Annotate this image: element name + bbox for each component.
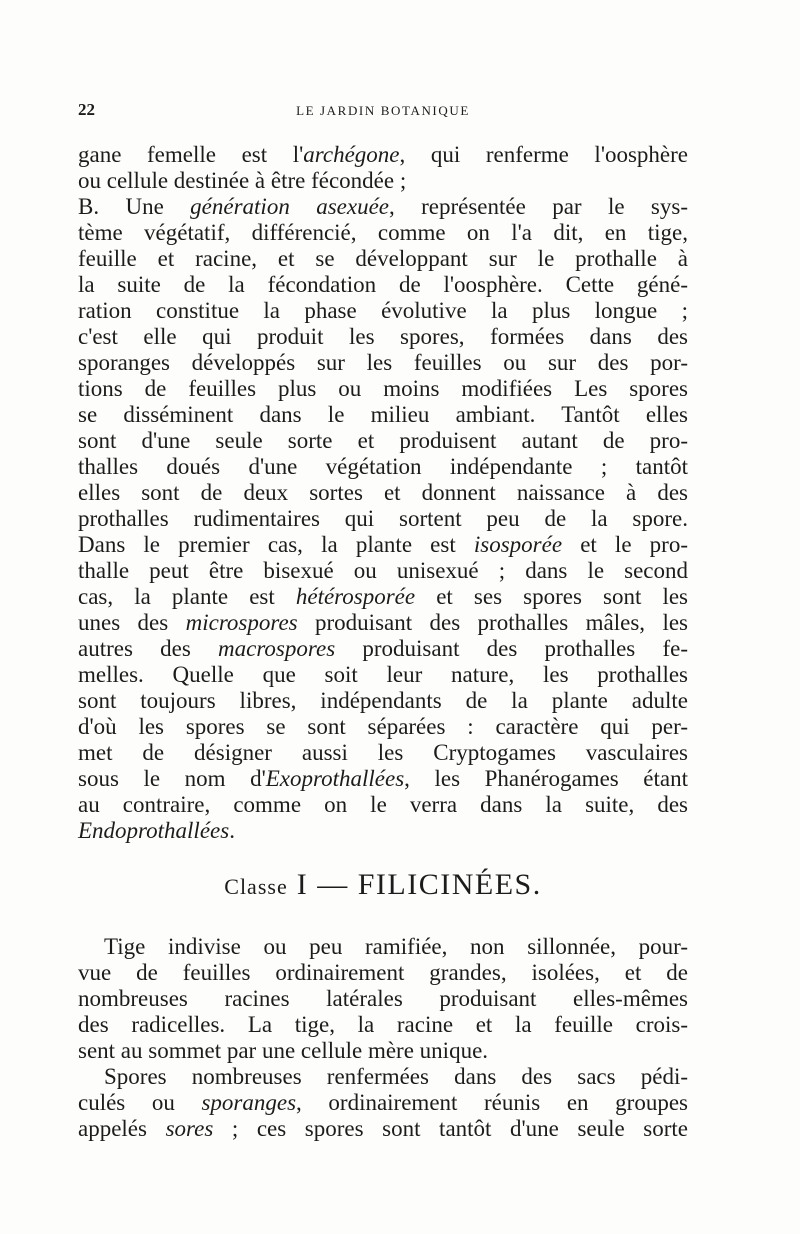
heading-title: FILICINÉES. (357, 868, 542, 901)
paragraph-generation-asexuee (78, 142, 688, 844)
text-line (78, 1064, 688, 1090)
text-run: , les Phanérogames étant (404, 766, 688, 791)
text-run: ou cellule destinée à être fécondée ; (78, 168, 407, 193)
text-line (78, 934, 688, 960)
text-run: d'où les spores se sont séparées : caractère qui per- (78, 714, 688, 739)
text-run: met de désigner aussi les Cryptogames vasculaires (78, 740, 688, 765)
text-run: sporanges développés sur les feuilles ou sur des por- (78, 350, 688, 375)
italic-term: microspores (185, 610, 298, 635)
text-line (78, 662, 688, 688)
text-line (78, 194, 688, 220)
text-run: la suite de la fécondation de l'oosphère. Cette géné- (78, 272, 688, 297)
text-run: tions de feuilles plus ou moins modifiées Les spores (78, 376, 688, 401)
text-line (78, 298, 688, 324)
text-run: unes des (78, 610, 186, 635)
text-line (78, 402, 688, 428)
text-run: ; ces spores sont tantôt d'une seule sorte (213, 1116, 688, 1141)
running-title: LE JARDIN BOTANIQUE (296, 103, 470, 118)
text-line (78, 584, 688, 610)
text-run: et le pro- (562, 532, 688, 557)
text-line (78, 532, 688, 558)
text-line (78, 558, 688, 584)
text-run: Tige indivise ou peu ramifiée, non sillonnée, pour- (104, 934, 688, 959)
text-run: gane femelle est l' (78, 142, 304, 167)
text-line (78, 350, 688, 376)
text-run: et ses spores sont les (415, 584, 688, 609)
text-run: produisant des prothalles mâles, les (297, 610, 688, 635)
text-run: elles sont de deux sortes et donnent naissance à des (78, 480, 688, 505)
text-run: thalles doués d'une végétation indépendante ; tantôt (78, 454, 688, 479)
text-line (78, 376, 688, 402)
text-line (78, 792, 688, 818)
text-line (78, 220, 688, 246)
text-run: , qui renferme l'oosphère (399, 142, 688, 167)
text-run: cas, la plante est (78, 584, 296, 609)
heading-dash: — (317, 868, 349, 901)
italic-term: Endoprothallées (78, 818, 230, 843)
text-line (78, 960, 688, 986)
text-run: des radicelles. La tige, la racine et la feuille crois- (78, 1012, 688, 1037)
text-run: sont toujours libres, indépendants de la plante adulte (78, 688, 688, 713)
section-heading (78, 868, 688, 902)
paragraph-filicinees (78, 934, 688, 1142)
text-line (78, 766, 688, 792)
text-line (78, 168, 688, 194)
text-run: prothalles rudimentaires qui sortent peu de la spore. (78, 506, 688, 531)
text-line (78, 272, 688, 298)
text-line (78, 454, 688, 480)
text-run: , ordinairement réunis en groupes (296, 1090, 688, 1115)
text-run: autres des (78, 636, 219, 661)
text-run: sous le nom d' (78, 766, 266, 791)
text-run: nombreuses racines latérales produisant elles-mêmes (78, 986, 688, 1011)
running-head (78, 100, 688, 120)
italic-term: archégone (303, 142, 400, 167)
text-line (78, 1038, 688, 1064)
text-run: produisant des prothalles fe- (335, 636, 688, 661)
text-run: , représentée par le sys- (388, 194, 688, 219)
text-run: B. Une (78, 194, 191, 219)
text-run: au contraire, comme on le verra dans la suite, des (78, 792, 688, 817)
text-line (78, 636, 688, 662)
italic-term: génération asexuée (190, 194, 389, 219)
text-line (78, 324, 688, 350)
text-run: feuille et racine, et se développant sur le prothalle à (78, 246, 688, 271)
text-line (78, 1012, 688, 1038)
text-run: thalle peut être bisexué ou unisexué ; dans le second (78, 558, 688, 583)
text-run: c'est elle qui produit les spores, formées dans des (78, 324, 688, 349)
text-run: appelés (78, 1116, 166, 1141)
italic-term: macrospores (218, 636, 336, 661)
text-line (78, 818, 688, 844)
text-run: sent au sommet par une cellule mère unique. (78, 1038, 489, 1063)
text-run: melles. Quelle que soit leur nature, les prothalles (78, 662, 688, 687)
text-run: tème végétatif, différencié, comme on l'a dit, en tige, (78, 220, 688, 245)
text-run: Dans le premier cas, la plante est (78, 532, 474, 557)
text-line (78, 688, 688, 714)
text-run: sont d'une seule sorte et produisent autant de pro- (78, 428, 688, 453)
text-line (78, 480, 688, 506)
text-line (78, 1090, 688, 1116)
text-run: culés ou (78, 1090, 202, 1115)
text-line (78, 428, 688, 454)
text-line (78, 246, 688, 272)
text-line (78, 740, 688, 766)
page-number: 22 (78, 100, 95, 119)
italic-term: isosporée (473, 532, 563, 557)
text-run: se disséminent dans le milieu ambiant. Tantôt elles (78, 402, 688, 427)
italic-term: sporanges (201, 1090, 297, 1115)
text-line (78, 506, 688, 532)
text-run: Spores nombreuses renfermées dans des sacs pédi- (104, 1064, 688, 1089)
heading-numeral: I (296, 868, 309, 901)
italic-term: sores (165, 1116, 214, 1141)
text-line (78, 714, 688, 740)
text-run: ration constitue la phase évolutive la plus longue ; (78, 298, 688, 323)
italic-term: hétérosporée (295, 584, 416, 609)
italic-term: Exoprothallées (265, 766, 405, 791)
text-line (78, 142, 688, 168)
text-run: . (229, 818, 235, 843)
text-line (78, 1116, 688, 1142)
text-line (78, 610, 688, 636)
heading-classe-label: Classe (224, 874, 288, 899)
text-line (78, 986, 688, 1012)
text-run: vue de feuilles ordinairement grandes, isolées, et de (78, 960, 688, 985)
